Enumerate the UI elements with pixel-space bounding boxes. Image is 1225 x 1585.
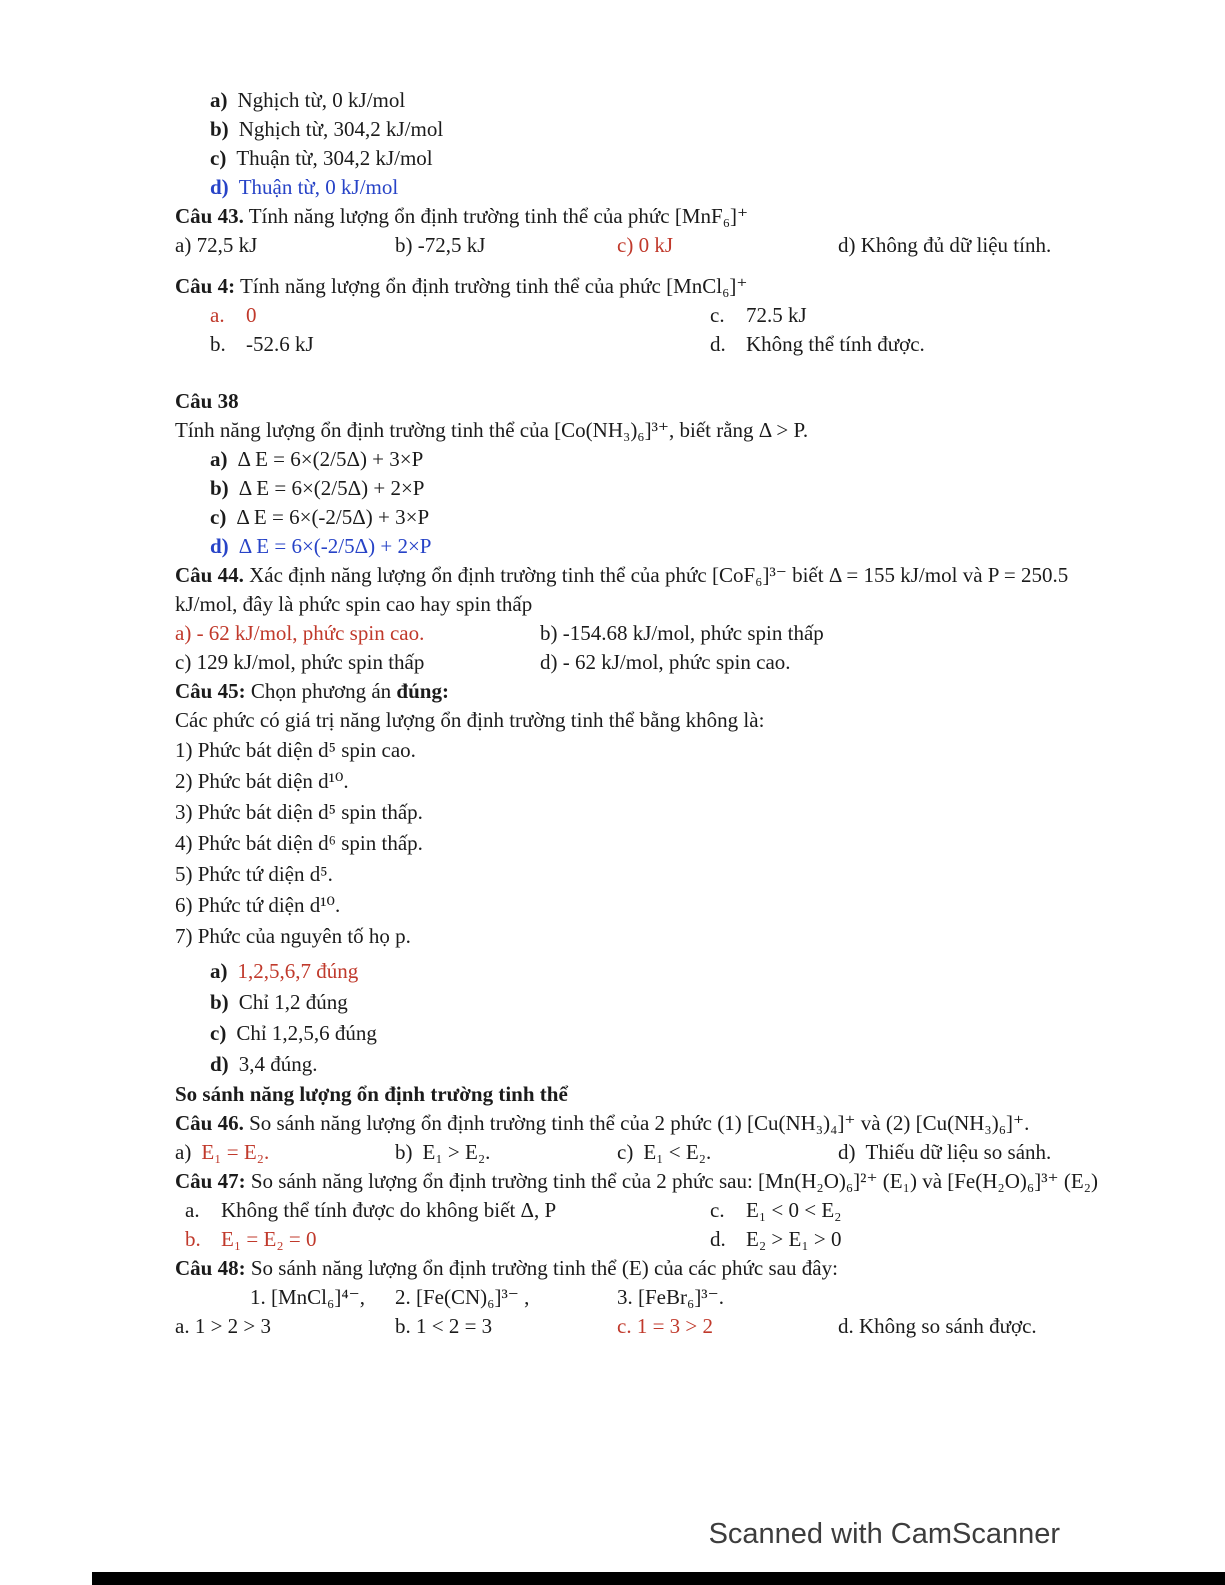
q44-option-c: c) 129 kJ/mol, phức spin thấp xyxy=(175,650,425,674)
option-label: c) xyxy=(210,146,227,170)
q45-item-7: 7) Phức của nguyên tố họ p. xyxy=(175,924,411,948)
q4-question xyxy=(175,272,1105,301)
q48-complex-1: 1. [MnCl₆]⁴⁻, xyxy=(250,1285,365,1309)
document-content xyxy=(175,86,1105,1341)
intro-option-c xyxy=(210,144,1105,173)
q45-intro: Các phức có giá trị năng lượng ổn định trường tinh thể bằng không là: xyxy=(175,708,765,732)
option-label: c) xyxy=(210,1021,227,1045)
intro-options-list xyxy=(175,86,1105,202)
option-text: 3,4 đúng. xyxy=(238,1052,318,1076)
q47-option-b-answer xyxy=(185,1225,710,1254)
q44-option-a-answer: a) - 62 kJ/mol, phức spin cao. xyxy=(175,621,425,645)
q46-option-d xyxy=(838,1138,1105,1167)
q48-option-d: d. Không so sánh được. xyxy=(838,1314,1037,1338)
q38-option-a xyxy=(210,445,1105,474)
q47-options-grid xyxy=(175,1196,1105,1254)
q38-text: Tính năng lượng ổn định trường tinh thể của [Co(NH₃)₆]³⁺, biết rằng Δ > P. xyxy=(175,418,809,442)
scan-edge-bar xyxy=(92,1572,1225,1585)
q46-text: So sánh năng lượng ổn định trường tinh thể của 2 phức (1) [Cu(NH₃)₄]⁺ và (2) [Cu(NH₃)₆]⁺. xyxy=(243,1111,1030,1135)
q45-item-4: 4) Phức bát diện d⁶ spin thấp. xyxy=(175,831,423,855)
option-label: c. xyxy=(710,303,725,327)
q44-question xyxy=(175,561,1105,619)
q46-label: Câu 46. xyxy=(175,1111,244,1135)
option-text: Δ E = 6×(-2/5Δ) + 3×P xyxy=(236,505,430,529)
option-label: b. xyxy=(210,332,226,356)
option-text: 1,2,5,6,7 đúng xyxy=(237,959,359,983)
q46-option-c xyxy=(617,1138,838,1167)
q45-items-list xyxy=(175,735,1105,952)
option-label: d) xyxy=(210,534,229,558)
option-label: d) xyxy=(838,1140,856,1164)
option-text: 0 xyxy=(246,303,257,327)
option-text: Thuận từ, 304,2 kJ/mol xyxy=(236,146,433,170)
q38-option-c xyxy=(210,503,1105,532)
q45-option-a-answer xyxy=(210,956,1105,987)
option-label: d. xyxy=(710,1227,726,1251)
q45-text-bold: đúng: xyxy=(396,679,449,703)
q47-option-c xyxy=(710,1196,1105,1225)
option-text: Δ E = 6×(2/5Δ) + 2×P xyxy=(238,476,425,500)
option-label: c) xyxy=(617,1140,634,1164)
q43-options-row xyxy=(175,231,1105,260)
q48-question xyxy=(175,1254,1105,1283)
option-label: b. xyxy=(185,1227,201,1251)
q4-option-b xyxy=(210,330,710,359)
q43-option-a: a) 72,5 kJ xyxy=(175,233,258,257)
q4-option-d xyxy=(710,330,1105,359)
q38-option-b xyxy=(210,474,1105,503)
option-label: d. xyxy=(710,332,726,356)
q4-options-grid xyxy=(175,301,1105,359)
option-label: b) xyxy=(395,1140,413,1164)
option-label: a) xyxy=(210,88,228,112)
option-label: b) xyxy=(210,990,229,1014)
q48-options-row xyxy=(175,1312,1105,1341)
section-heading: So sánh năng lượng ổn định trường tinh thể xyxy=(175,1082,568,1106)
option-label: a. xyxy=(210,303,225,327)
q48-complexes-row xyxy=(175,1283,1105,1312)
q45-option-b xyxy=(210,987,1105,1018)
option-text: Không thể tính được. xyxy=(746,332,925,356)
q48-option-c-answer: c. 1 = 3 > 2 xyxy=(617,1314,714,1338)
option-text: Thiếu dữ liệu so sánh. xyxy=(865,1140,1052,1164)
option-label: c) xyxy=(210,505,227,529)
option-text: Chỉ 1,2 đúng xyxy=(238,990,348,1014)
q45-item-1: 1) Phức bát diện d⁵ spin cao. xyxy=(175,738,416,762)
q45-option-c xyxy=(210,1018,1105,1049)
q45-options-list xyxy=(175,956,1105,1080)
camscanner-watermark: Scanned with CamScanner xyxy=(708,1518,1060,1550)
q48-option-b: b. 1 < 2 = 3 xyxy=(395,1314,493,1338)
option-label: a) xyxy=(210,959,228,983)
q48-text: So sánh năng lượng ổn định trường tinh thể (E) của các phức sau đây: xyxy=(245,1256,838,1280)
intro-option-b xyxy=(210,115,1105,144)
option-text: Δ E = 6×(-2/5Δ) + 2×P xyxy=(238,534,432,558)
option-label: d) xyxy=(210,175,229,199)
option-label: a) xyxy=(175,1140,192,1164)
q45-question xyxy=(175,677,1105,706)
q38-label: Câu 38 xyxy=(175,389,239,413)
q46-question xyxy=(175,1109,1105,1138)
q43-question xyxy=(175,202,1105,231)
q48-label: Câu 48: xyxy=(175,1256,246,1280)
option-text: E₁ < 0 < E₂ xyxy=(746,1198,842,1222)
option-text: E₁ > E₂. xyxy=(422,1140,491,1164)
option-text: Nghịch từ, 0 kJ/mol xyxy=(237,88,406,112)
q46-options-row xyxy=(175,1138,1105,1167)
option-label: d) xyxy=(210,1052,229,1076)
option-text: Không thể tính được do không biết Δ, P xyxy=(221,1198,557,1222)
option-label: a) xyxy=(210,447,228,471)
option-text: 72.5 kJ xyxy=(746,303,807,327)
q43-option-b: b) -72,5 kJ xyxy=(395,233,486,257)
q45-option-d xyxy=(210,1049,1105,1080)
q4-option-a-answer xyxy=(210,301,710,330)
q45-item-5: 5) Phức tứ diện d⁵. xyxy=(175,862,333,886)
q45-item-6: 6) Phức tứ diện d¹⁰. xyxy=(175,893,341,917)
q47-question xyxy=(175,1167,1105,1196)
q47-option-a xyxy=(185,1196,710,1225)
q45-item-3: 3) Phức bát diện d⁵ spin thấp. xyxy=(175,800,423,824)
option-text: Δ E = 6×(2/5Δ) + 3×P xyxy=(237,447,424,471)
q4-option-c xyxy=(710,301,1105,330)
q44-option-b: b) -154.68 kJ/mol, phức spin thấp xyxy=(540,621,824,645)
option-text: E₂ > E₁ > 0 xyxy=(746,1227,842,1251)
option-label: c. xyxy=(710,1198,725,1222)
q4-text: Tính năng lượng ổn định trường tinh thể của phức [MnCl₆]⁺ xyxy=(235,274,748,298)
q45-text: Chọn phương án xyxy=(245,679,397,703)
option-label: a. xyxy=(185,1198,200,1222)
option-text: -52.6 kJ xyxy=(246,332,314,356)
q44-text: Xác định năng lượng ổn định trường tinh thể của phức [CoF₆]³⁻ biết Δ = 155 kJ/mol và P = 250.5 kJ/mol, đây là phức spin cao hay spin thấp xyxy=(175,563,1069,616)
q44-option-d: d) - 62 kJ/mol, phức spin cao. xyxy=(540,650,791,674)
q38-option-d-answer xyxy=(210,532,1105,561)
option-text: E₁ = E₂. xyxy=(201,1140,270,1164)
option-label: b) xyxy=(210,117,229,141)
q43-option-d: d) Không đủ dữ liệu tính. xyxy=(838,233,1052,257)
q38-options-list xyxy=(175,445,1105,561)
option-text: E₁ = E₂ = 0 xyxy=(221,1227,317,1251)
q46-option-a-answer xyxy=(175,1138,395,1167)
q43-option-c-answer: c) 0 kJ xyxy=(617,233,673,257)
q45-item-2: 2) Phức bát diện d¹⁰. xyxy=(175,769,349,793)
intro-option-a xyxy=(210,86,1105,115)
option-label: b) xyxy=(210,476,229,500)
q44-label: Câu 44. xyxy=(175,563,244,587)
q47-option-d xyxy=(710,1225,1105,1254)
option-text: Chỉ 1,2,5,6 đúng xyxy=(236,1021,377,1045)
option-text: Thuận từ, 0 kJ/mol xyxy=(238,175,399,199)
option-text: E₁ < E₂. xyxy=(643,1140,712,1164)
q43-text: Tính năng lượng ổn định trường tinh thể của phức [MnF₆]⁺ xyxy=(243,204,749,228)
q43-label: Câu 43. xyxy=(175,204,244,228)
option-text: Nghịch từ, 304,2 kJ/mol xyxy=(238,117,444,141)
intro-option-d-answer xyxy=(210,173,1105,202)
q47-label: Câu 47: xyxy=(175,1169,246,1193)
q48-complex-3: 3. [FeBr₆]³⁻. xyxy=(617,1285,724,1309)
q44-options-grid xyxy=(175,619,1105,677)
q4-label: Câu 4: xyxy=(175,274,236,298)
q48-option-a: a. 1 > 2 > 3 xyxy=(175,1314,272,1338)
q46-option-b xyxy=(395,1138,617,1167)
q47-text: So sánh năng lượng ổn định trường tinh thể của 2 phức sau: [Mn(H₂O)₆]²⁺ (E₁) và [Fe(H₂O)₆]³⁺ (E₂) xyxy=(245,1169,1098,1193)
q45-label: Câu 45: xyxy=(175,679,246,703)
q48-complex-2: 2. [Fe(CN)₆]³⁻ , xyxy=(395,1285,530,1309)
